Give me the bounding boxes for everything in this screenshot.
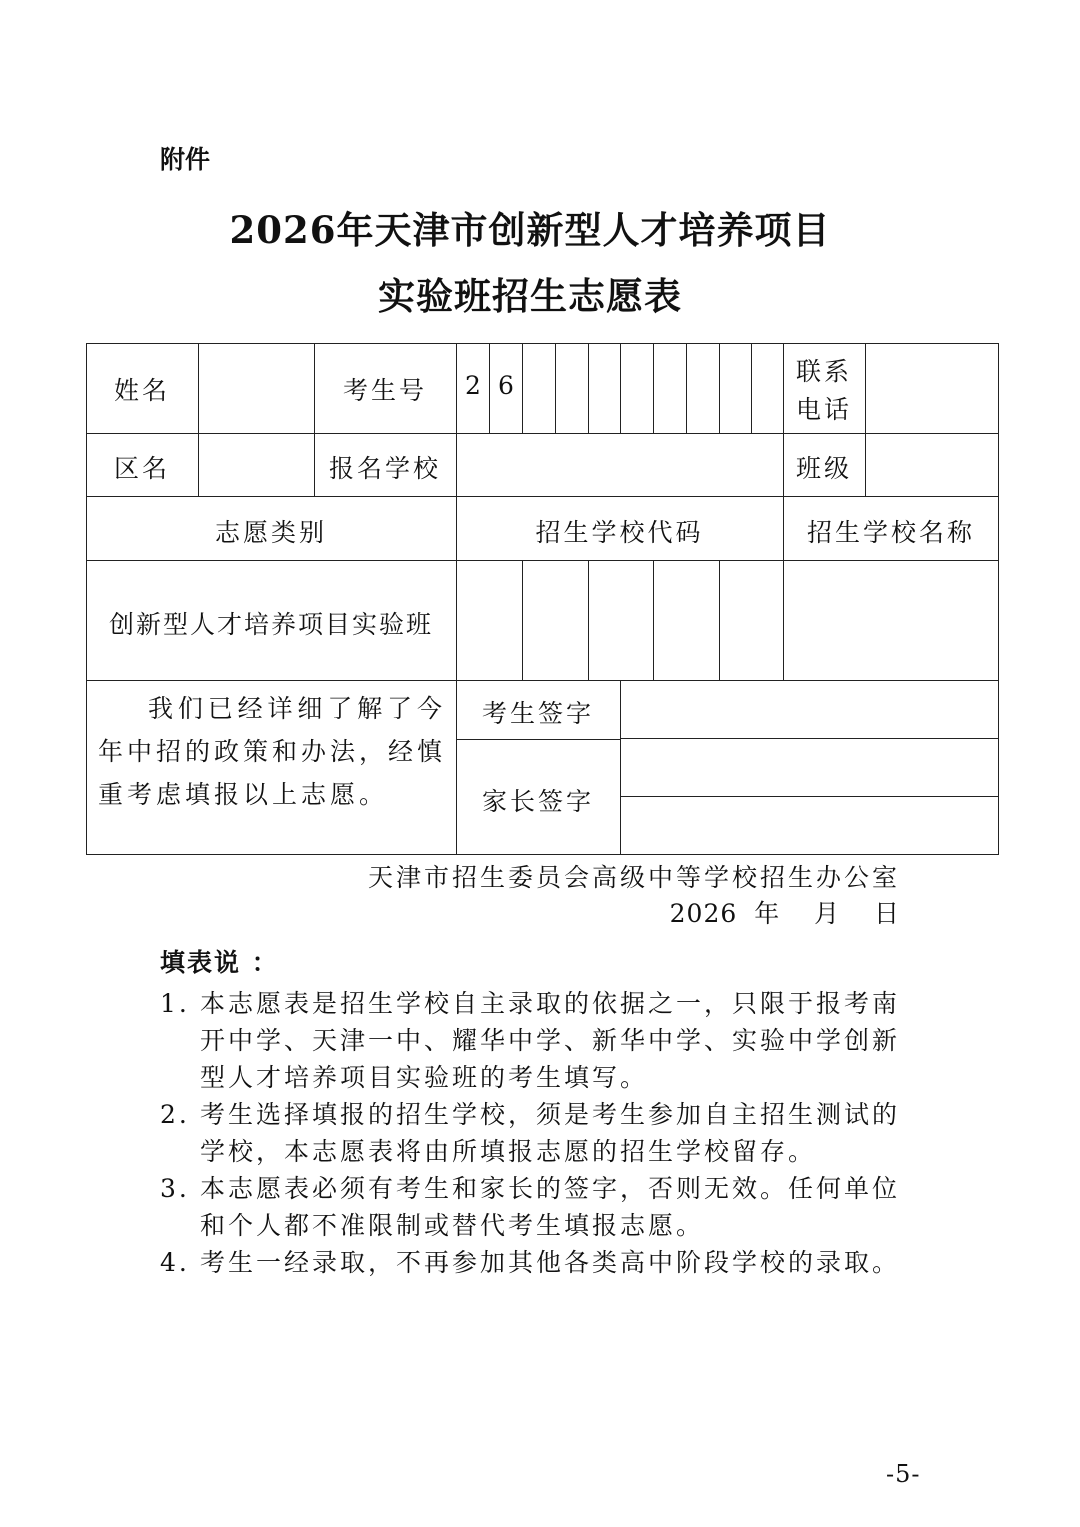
phone-field[interactable] — [866, 343, 998, 433]
school-name-field[interactable] — [784, 561, 998, 680]
exam-id-label: 考生号 — [342, 376, 427, 405]
note-item — [160, 985, 905, 1096]
application-form-table — [86, 343, 999, 855]
school-name-header: 招生学校名称 — [806, 518, 975, 547]
student-signature-field[interactable] — [621, 681, 998, 738]
exam-id-digit-2[interactable]: 6 — [498, 371, 514, 400]
note-text: 本志愿表必须有考生和家长的签字，否则无效。任何单位和个人都不准限制或替代考生填报志愿。 — [200, 1174, 901, 1240]
name-label: 姓名 — [113, 376, 170, 405]
registration-school-label: 报名学校 — [328, 454, 441, 483]
document-title-line1: 2026年天津市创新型人才培养项目 — [229, 208, 831, 252]
issue-date: 2026 年 月 日 — [669, 899, 900, 928]
district-label: 区名 — [113, 454, 170, 483]
registration-school-field[interactable] — [457, 434, 783, 496]
parent-signature-field[interactable] — [621, 739, 998, 854]
parent-signature-label: 家长签字 — [481, 787, 594, 816]
notes-list — [160, 985, 905, 1281]
issuing-office: 天津市招生委员会高级中等学校招生办公室 — [367, 863, 900, 892]
exam-id-digit-1[interactable]: 2 — [465, 371, 481, 400]
school-code-header: 招生学校代码 — [535, 518, 704, 547]
school-code-field[interactable] — [457, 561, 783, 680]
declaration-text: 我们已经详细了解了今年中招的政策和办法，经慎重考虑填报以上志愿。 — [98, 694, 447, 809]
notes-title: 填表说 ： — [160, 948, 279, 977]
note-item — [160, 1244, 905, 1281]
document-title-line2: 实验班招生志愿表 — [378, 274, 682, 318]
note-number: 1. — [160, 989, 190, 1018]
note-text: 本志愿表是招生学校自主录取的依据之一，只限于报考南开中学、天津一中、耀华中学、新华中学、实验中学创新型人才培养项目实验班的考生填写。 — [200, 989, 901, 1092]
page-number: -5- — [886, 1460, 921, 1488]
phone-label-line1: 联系 — [795, 357, 852, 386]
category-header: 志愿类别 — [214, 518, 327, 547]
name-field[interactable] — [199, 343, 313, 433]
district-field[interactable] — [199, 434, 313, 496]
note-text: 考生一经录取，不再参加其他各类高中阶段学校的录取。 — [200, 1248, 901, 1277]
attachment-label: 附件 — [160, 145, 211, 174]
phone-label-line2: 电话 — [795, 395, 852, 424]
note-item — [160, 1170, 905, 1244]
student-signature-label: 考生签字 — [481, 699, 594, 728]
class-field[interactable] — [866, 434, 998, 496]
class-label: 班级 — [795, 454, 852, 483]
note-number: 3. — [160, 1174, 190, 1203]
note-text: 考生选择填报的招生学校，须是考生参加自主招生测试的学校，本志愿表将由所填报志愿的招生学校留存。 — [200, 1100, 901, 1166]
note-number: 2. — [160, 1100, 190, 1129]
note-item — [160, 1096, 905, 1170]
note-number: 4. — [160, 1248, 190, 1277]
category-value: 创新型人才培养项目实验班 — [108, 610, 433, 639]
